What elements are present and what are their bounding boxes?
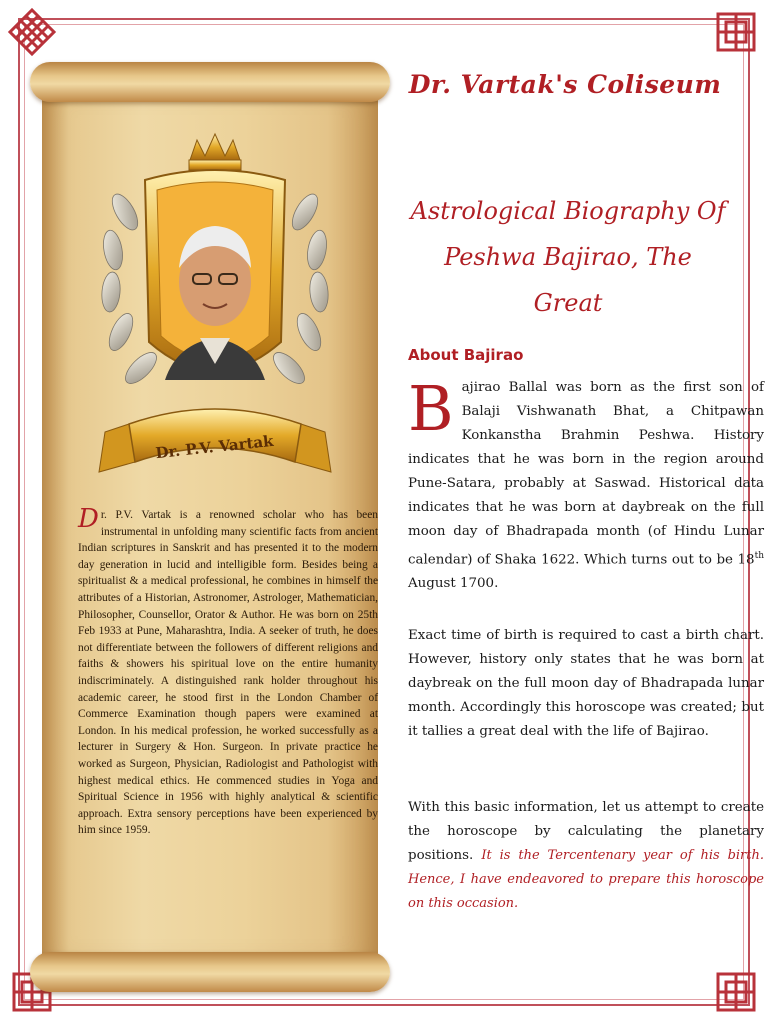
bio-text: r. P.V. Vartak is a renowned scholar who has been instrumental in unfolding many scientific facts from ancient Indian scriptures in Sanskrit and has presented it to the modern day generation in lucid and intelligible form. Besides being a spiritualist & a medical professional, he combines in himself the attributes of a Historian, Astronomer, Astrologer, Mathematician, Philosopher, Counsellor, Orator & Author. He was born on 25th Feb 1933 at Pune, Maharashtra, India. A seeker of truth, he does not differentiate between the followers of different religions and faiths & showers his spiritual love on the entire humanity indiscriminately. A distinguished rank holder throughout his academic career, he stood first in the London Chamber of Commerce Examination though papers were examined at London. In his medical profession, he worked successfully as a lecturer in Surgery & Hon. Surgeon. In private practice he worked as Surgeon, Physician, Radiologist and Pathologist with highest medical ethics. He commenced studies in Yoga and Spiritual Science in 1956 with highly analytical & scientific approach. Extra sensory perceptions have been experienced by him since 1959. <box>78 509 378 837</box>
endless-knot-icon <box>6 6 58 58</box>
article-title-line-2: Peshwa Bajirao, The <box>444 243 692 271</box>
parchment-scroll <box>30 62 390 992</box>
paragraph-1-end: August 1700. <box>408 576 499 592</box>
endless-knot-icon <box>710 6 762 58</box>
paragraph-2: Exact time of birth is required to cast a birth chart. However, history only states that he was born at daybreak on the full moon day of Bhadrapada lunar month. Accordingly this horoscope was created; but it tallies a great deal with the life of Bajirao. <box>408 628 764 739</box>
article-title <box>398 188 738 326</box>
bio-dropcap: D <box>78 504 99 534</box>
site-title: Dr. Vartak's Coliseum <box>408 70 722 99</box>
paragraph-1 <box>408 372 764 596</box>
paragraph-dropcap: B <box>408 372 454 445</box>
emblem-name: Dr. P.V. Vartak <box>154 431 275 463</box>
scroll-top-roll <box>30 62 390 102</box>
endless-knot-icon <box>710 966 762 1018</box>
crown-icon <box>189 134 241 170</box>
author-bio <box>78 504 378 839</box>
author-emblem <box>85 132 345 492</box>
paragraph-3-text: With this basic information, let us attempt to create the horoscope by calculating the planetary positions. <box>408 800 764 863</box>
scroll-bottom-roll <box>30 952 390 992</box>
article-title-line-3: Great <box>533 289 603 317</box>
section-heading: About Bajirao <box>408 346 524 364</box>
paragraph-3 <box>408 796 764 916</box>
article-title-line-1: Astrological Biography Of <box>410 197 726 225</box>
ordinal-suffix: th <box>754 551 764 561</box>
paragraph-3-highlight: It is the Tercentenary year of his birth. Hence, I have endeavored to prepare this horoscope on this occasion. <box>408 848 764 911</box>
paragraph-1-text: ajirao Ballal was born as the first son of Balaji Vishwanath Bhat, a Chitpawan Konkanstha Brahmin Peshwa. History indicates that he was born in the region around Pune-Satara, probably at Saswad. Historical data indicates that he was born at daybreak on the full moon day of Bhadrapada month (of Hindu Lunar calendar) of Shaka 1622. Which turns out to be 18 <box>408 380 764 568</box>
